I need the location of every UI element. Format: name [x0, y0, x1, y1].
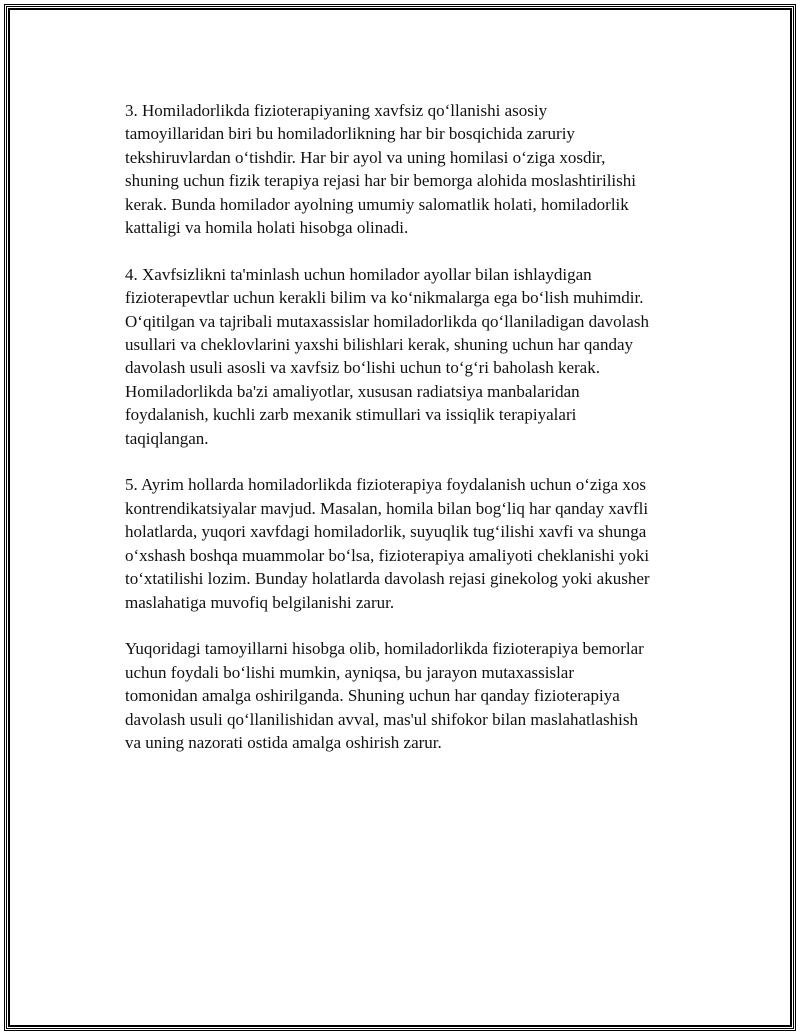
paragraph-4 [125, 263, 697, 450]
text-line: Yuqoridagi tamoyillarni hisobga olib, homiladorlikda fizioterapiya bemorlar [125, 639, 644, 659]
text-line: tekshiruvlardan o‘tishdir. Har bir ayol va uning homilasi o‘ziga xosdir, [125, 147, 606, 167]
text-line: 3. Homiladorlikda fizioterapiyaning xavfsiz qo‘llanishi asosiy [125, 101, 548, 120]
text-line: kontrendikatsiyalar mavjud. Masalan, homila bilan bog‘liq har qanday xavfli [125, 498, 649, 518]
text-line: foydalanish, kuchli zarb mexanik stimullari va issiqlik terapiyalari [125, 405, 577, 425]
text-line: O‘qitilgan va tajribali mutaxassislar homiladorlikda qo‘llaniladigan davolash [125, 311, 650, 331]
text-line: fizioterapevtlar uchun kerakli bilim va ko‘nikmalarga ega bo‘lish muhimdir. [125, 288, 644, 308]
text-line: tomonidan amalga oshirilganda. Shuning uchun har qanday fizioterapiya [125, 686, 620, 706]
text-line: 5. Ayrim hollarda homiladorlikda fizioterapiya foydalanish uchun o‘ziga xos [125, 475, 647, 495]
paragraph-5 [125, 473, 697, 613]
text-line: kattaligi va homila holati hisobga olinadi. [125, 218, 409, 238]
text-line: shuning uchun fizik terapiya rejasi har bir bemorga alohida moslashtirilishi [125, 171, 636, 191]
text-line: Homiladorlikda ba'zi amaliyotlar, xususan radiatsiya manbalaridan [125, 381, 580, 401]
text-line: davolash usuli qo‘llanilishidan avval, mas'ul shifokor bilan maslahatlashish [125, 709, 638, 729]
text-line: taqiqlangan. [125, 428, 209, 448]
document-body [125, 99, 697, 778]
text-line: usullari va cheklovlarini yaxshi bilishlari kerak, shuning uchun har qanday [125, 335, 633, 355]
text-line: davolash usuli asosli va xavfsiz bo‘lishi uchun to‘g‘ri baholash kerak. [125, 358, 600, 378]
paragraph-3 [125, 99, 697, 239]
text-line: o‘xshash boshqa muammolar bo‘lsa, fizioterapiya amaliyoti cheklanishi yoki [125, 545, 650, 565]
text-line: kerak. Bunda homilador ayolning umumiy salomatlik holati, homiladorlik [125, 194, 629, 214]
text-line: holatlarda, yuqori xavfdagi homiladorlik, suyuqlik tug‘ilishi xavfi va shunga [125, 522, 647, 542]
text-line: va uning nazorati ostida amalga oshirish zarur. [125, 732, 442, 752]
text-line: 4. Xavfsizlikni ta'minlash uchun homilador ayollar bilan ishlaydigan [125, 264, 592, 284]
paragraph-conclusion [125, 637, 697, 754]
text-line: tamoyillaridan biri bu homiladorlikning har bir bosqichida zaruriy [125, 124, 575, 144]
page-frame [4, 4, 796, 1031]
text-line: to‘xtatilishi lozim. Bunday holatlarda davolash rejasi ginekolog yoki akusher [125, 569, 650, 589]
text-line: maslahatiga muvofiq belgilanishi zarur. [125, 592, 395, 612]
text-line: uchun foydali bo‘lishi mumkin, ayniqsa, bu jarayon mutaxassislar [125, 662, 575, 682]
